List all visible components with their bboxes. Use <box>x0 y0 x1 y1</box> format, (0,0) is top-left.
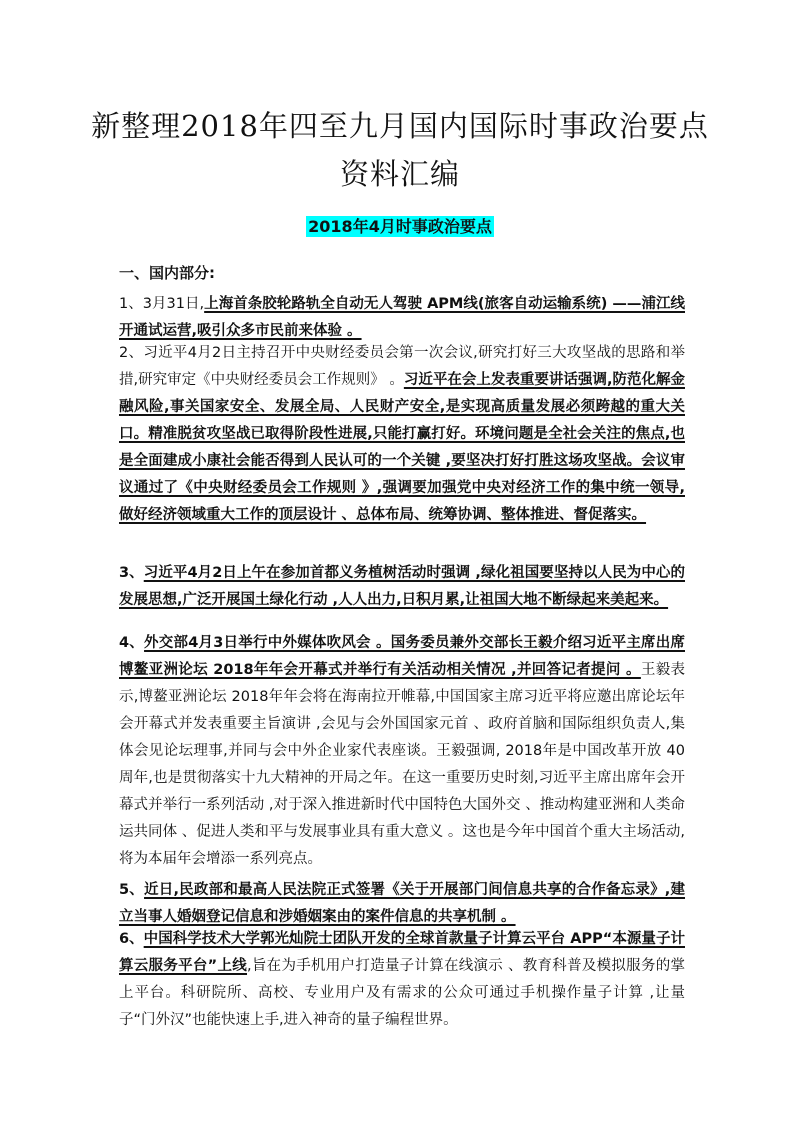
item-body: 王毅表示,博鳌亚洲论坛 2018年年会将在海南拉开帷幕,中国国家主席习近平将应邀出席论坛年会开幕式并发表重要主旨演讲 ,会见与会外国国家元首 、政府首脑和国际组织负责人,集体会见论坛理事,并同与会中外企业家代表座谈。王毅强调, 2018年是中国改革开放 40周年,也是贯彻落实十九大精神的开局之年。在这一重要历史时刻,习近平主席出席年会开幕式并举行一系列活动 ,对于深入推进新时代中国特色大国外交 、推动构建亚洲和人类命运共同体 、促进人类和平与发展事业具有重大意义 。这也是今年中国首个重大主场活动,将为本届年会增添一系列亮点。 <box>119 662 686 867</box>
news-item-4 <box>119 630 685 873</box>
item-headline: 上海首条胶轮路轨全自动无人驾驶 APM线(旅客自动运输系统) ——浦江线开通试运营,吸引众多市民前来体验 。 <box>119 296 685 339</box>
section-heading: 一、国内部分: <box>119 264 215 282</box>
item-number: 6、 <box>119 931 144 947</box>
item-body: ,旨在为手机用户打造量子计算在线演示 、教育科普及模拟服务的掌上平台。科研院所、高校、专业用户及有需求的公众可通过手机操作量子计算 ,让量子“门外汉”也能快速上手,进入神奇的量子编程世界。 <box>119 958 686 1028</box>
news-item-2 <box>119 340 685 529</box>
item-number: 3、 <box>119 565 144 581</box>
news-item-1 <box>119 291 685 345</box>
news-item-5 <box>119 877 685 931</box>
document-title-line2: 资料汇编 <box>339 157 460 191</box>
news-item-6 <box>119 926 685 1034</box>
month-subtitle <box>0 214 800 237</box>
item-number: 5、 <box>119 882 145 898</box>
item-headline: 外交部4月3日举行中外媒体吹风会 。国务委员兼外交部长王毅介绍习近平主席出席博鳌亚洲论坛 2018年年会开幕式并举行有关活动相关情况 ,并回答记者提问 。 <box>119 635 685 678</box>
document-title-line1: 新整理2018年四至九月国内国际时事政治要点 <box>91 109 709 143</box>
item-number: 2、 <box>119 345 144 361</box>
item-headline: 习近平4月2日上午在参加首都义务植树活动时强调 ,绿化祖国要坚持以人民为中心的发展思想,广泛开展国土绿化行动 ,人人出力,日积月累,让祖国大地不断绿起来美起来。 <box>119 565 685 608</box>
item-headline: 习近平在会上发表重要讲话强调,防范化解金融风险,事关国家安全、发展全局、人民财产安全,是实现高质量发展必须跨越的重大关口。精准脱贫攻坚战已取得阶段性进展,只能打赢打好。环境问题是全社会关注的焦点,也是全面建成小康社会能否得到人民认可的一个关键 ,要坚决打好打胜这场攻坚战。会议审议通过了《中央财经委员会工作规则 》,强调要加强党中央对经济工作的集中统一领导,做好经济领域重大工作的顶层设计 、总体布局、统筹协调、整体推进、督促落实。 <box>119 372 685 523</box>
subtitle-highlight: 2018年4月时事政治要点 <box>308 217 492 236</box>
item-number: 4、 <box>119 635 145 651</box>
news-item-3 <box>119 560 685 614</box>
item-headline: 中国科学技术大学郭光灿院士团队开发的全球首款量子计算云平台 APP“本源量子计算云服务平台”上线 <box>119 931 685 974</box>
item-headline: 近日,民政部和最高人民法院正式签署《关于开展部门间信息共享的合作备忘录》,建立当事人婚姻登记信息和涉婚姻案由的案件信息的共享机制 。 <box>119 882 686 925</box>
item-number: 1、3月31日, <box>119 296 205 312</box>
item-body: 习近平4月2日主持召开中央财经委员会第一次会议,研究打好三大攻坚战的思路和举措,研究审定《中央财经委员会工作规则》 。 <box>119 345 685 388</box>
